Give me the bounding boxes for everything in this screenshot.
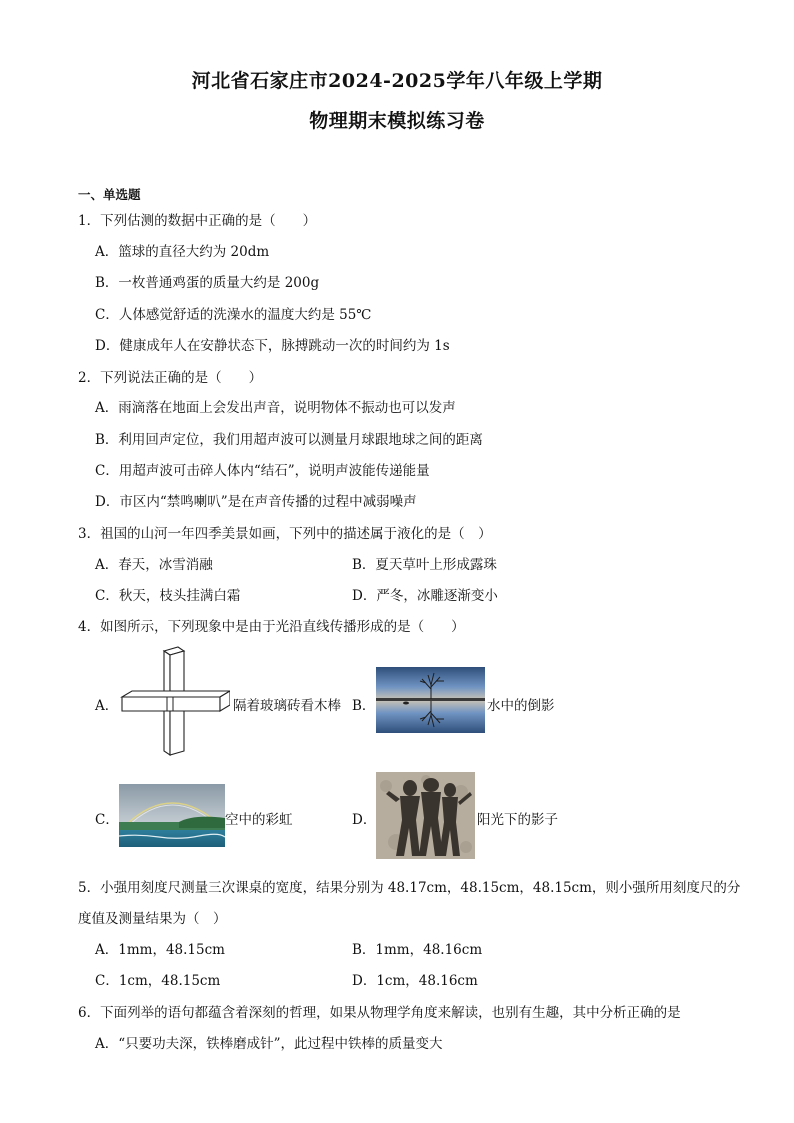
question-5-stem-line2: 度值及测量结果为（ ）	[78, 911, 227, 927]
question-4-option-b-caption: 水中的倒影	[487, 698, 555, 714]
glass-brick-rod-figure	[118, 645, 230, 757]
question-2-option-c: C．用超声波可击碎人体内“结石”，说明声波能传递能量	[95, 463, 430, 479]
question-3-option-d: D．严冬，冰雕逐渐变小	[352, 588, 498, 604]
question-6-option-a: A．“只要功夫深，铁棒磨成针”，此过程中铁棒的质量变大	[95, 1036, 443, 1052]
question-3-option-b: B．夏天草叶上形成露珠	[352, 557, 497, 573]
question-2-option-a: A．雨滴落在地面上会发出声音，说明物体不振动也可以发声	[95, 400, 456, 416]
question-4-option-a-caption: 隔着玻璃砖看木棒	[233, 698, 341, 714]
question-4-option-d-caption: 阳光下的影子	[477, 812, 558, 828]
question-5-option-b: B．1mm，48.16cm	[352, 942, 483, 958]
question-2-option-d: D．市区内“禁鸣喇叭”是在声音传播的过程中减弱噪声	[95, 494, 417, 510]
question-4-option-d-letter: D．	[352, 812, 377, 828]
question-4-option-b-letter: B．	[352, 698, 376, 714]
question-6-stem: 6．下面列举的语句都蕴含着深刻的哲理，如果从物理学角度来解读，也别有生趣，其中分析正确的是	[78, 1005, 681, 1021]
question-5-option-d: D．1cm，48.16cm	[352, 973, 478, 989]
section-heading: 一、单选题	[78, 187, 141, 202]
question-3-option-c: C．秋天，枝头挂满白霜	[95, 588, 241, 604]
question-5-option-a: A．1mm，48.15cm	[95, 942, 225, 958]
question-4-option-c-letter: C．	[95, 812, 119, 828]
question-4-option-a-letter: A．	[95, 698, 119, 714]
water-reflection-photo	[376, 667, 485, 733]
page-title-line1: 河北省石家庄市2024-2025学年八年级上学期	[191, 70, 603, 92]
question-2-option-b: B．利用回声定位，我们用超声波可以测量月球跟地球之间的距离	[95, 432, 483, 448]
question-2-stem: 2．下列说法正确的是（ ）	[78, 370, 263, 386]
question-4-stem: 4．如图所示，下列现象中是由于光沿直线传播形成的是（ ）	[78, 619, 465, 635]
question-3-stem: 3．祖国的山河一年四季美景如画，下列中的描述属于液化的是（ ）	[78, 526, 492, 542]
page-title-line2: 物理期末模拟练习卷	[309, 110, 485, 132]
question-1-option-d: D．健康成年人在安静状态下，脉搏跳动一次的时间约为 1s	[95, 338, 450, 354]
question-1-stem: 1．下列估测的数据中正确的是（ ）	[78, 213, 317, 229]
question-1-option-c: C．人体感觉舒适的洗澡水的温度大约是 55℃	[95, 307, 372, 323]
rainbow-photo	[119, 784, 225, 847]
question-1-option-a: A．篮球的直径大约为 20dm	[95, 244, 270, 260]
question-3-option-a: A．春天，冰雪消融	[95, 557, 213, 573]
question-1-option-b: B．一枚普通鸡蛋的质量大约是 200g	[95, 275, 320, 291]
question-4-option-c-caption: 空中的彩虹	[225, 812, 293, 828]
shadows-photo	[376, 772, 475, 859]
question-5-option-c: C．1cm，48.15cm	[95, 973, 221, 989]
question-5-stem-line1: 5．小强用刻度尺测量三次课桌的宽度，结果分别为 48.17cm，48.15cm，48.15cm，则小强所用刻度尺的分	[78, 880, 741, 896]
